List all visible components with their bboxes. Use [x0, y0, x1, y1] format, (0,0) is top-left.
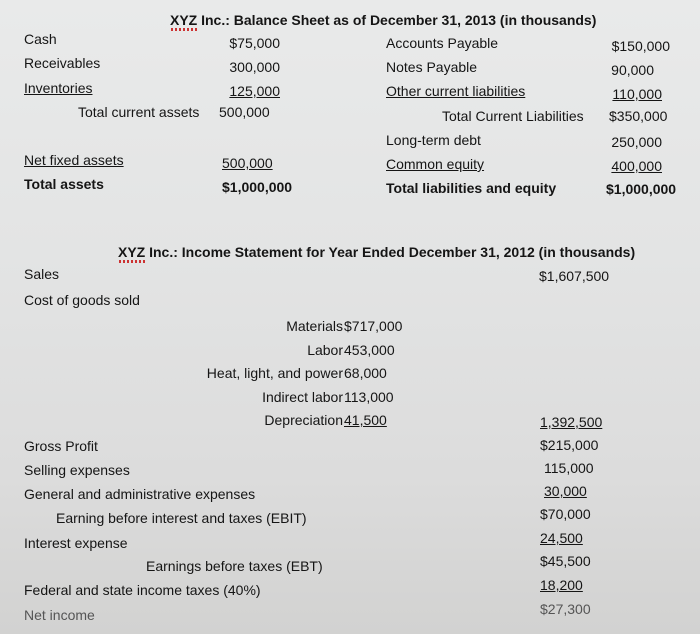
cash-label: Cash: [24, 31, 57, 47]
balance-sheet-title: XYZ Inc.: Balance Sheet as of December 31, 2013 (in thousands): [170, 12, 597, 28]
income-taxes-value: 18,200: [540, 577, 583, 593]
ebit-label: Earning before interest and taxes (EBIT): [56, 510, 307, 526]
spellcheck-underline: [171, 28, 197, 31]
ga-expenses-value: 30,000: [544, 483, 587, 499]
total-current-assets-value: 500,000: [219, 104, 270, 120]
receivables-value: 300,000: [229, 59, 280, 75]
cogs-heat-light-power-value: 68,000: [344, 365, 387, 381]
inventories-label: Inventories: [24, 80, 93, 96]
receivables-label: Receivables: [24, 55, 101, 71]
net-fixed-assets-value: 500,000: [222, 155, 273, 171]
accounts-payable-value: $150,000: [611, 38, 670, 54]
cogs-depreciation-label: Depreciation: [264, 412, 343, 428]
cogs-materials-value: $717,000: [344, 318, 403, 334]
total-current-liabilities-value: $350,000: [609, 108, 668, 124]
selling-expenses-value: 115,000: [544, 460, 594, 476]
net-income-label: Net income: [24, 607, 95, 623]
gross-profit-label: Gross Profit: [24, 438, 98, 454]
total-assets-value: $1,000,000: [222, 179, 293, 195]
other-current-liabilities-label: Other current liabilities: [386, 83, 526, 99]
ebit-value: $70,000: [540, 506, 591, 522]
accounts-payable-label: Accounts Payable: [386, 35, 499, 51]
inventories-value: 125,000: [229, 83, 280, 99]
long-term-debt-label: Long-term debt: [386, 132, 481, 148]
cash-value: $75,000: [229, 35, 280, 51]
ebt-value: $45,500: [540, 553, 591, 569]
cogs-labor-value: 453,000: [344, 342, 395, 358]
net-income-value: $27,300: [540, 601, 591, 617]
cogs-total-value: 1,392,500: [540, 414, 603, 430]
total-liabilities-equity-label: Total liabilities and equity: [386, 180, 557, 196]
cogs-heat-light-power-label: Heat, light, and power: [206, 365, 343, 381]
income-taxes-label: Federal and state income taxes (40%): [24, 582, 261, 598]
total-current-liabilities-label: Total Current Liabilities: [442, 108, 584, 124]
cogs-depreciation-value: 41,500: [344, 412, 387, 428]
sales-value: $1,607,500: [539, 268, 610, 284]
ga-expenses-label: General and administrative expenses: [24, 486, 256, 502]
cogs-indirect-labor-value: 113,000: [344, 389, 394, 405]
long-term-debt-value: 250,000: [611, 134, 662, 150]
sales-label: Sales: [24, 266, 60, 282]
selling-expenses-label: Selling expenses: [24, 462, 130, 478]
notes-payable-label: Notes Payable: [386, 59, 478, 75]
cogs-labor-label: Labor: [307, 342, 343, 358]
common-equity-value: 400,000: [611, 158, 662, 174]
common-equity-label: Common equity: [386, 156, 485, 172]
interest-expense-label: Interest expense: [24, 535, 128, 551]
net-fixed-assets-label: Net fixed assets: [24, 152, 124, 168]
notes-payable-value: 90,000: [611, 62, 654, 78]
income-statement-title: XYZ Inc.: Income Statement for Year Ended December 31, 2012 (in thousands): [118, 244, 636, 260]
cogs-label: Cost of goods sold: [24, 292, 140, 308]
cogs-materials-label: Materials: [286, 318, 343, 334]
other-current-liabilities-value: 110,000: [612, 86, 662, 102]
gross-profit-value: $215,000: [540, 437, 599, 453]
total-current-assets-label: Total current assets: [78, 104, 200, 120]
total-assets-label: Total assets: [24, 176, 104, 192]
interest-expense-value: 24,500: [540, 530, 583, 546]
ebt-label: Earnings before taxes (EBT): [146, 558, 323, 574]
total-liabilities-equity-value: $1,000,000: [606, 181, 677, 197]
spellcheck-underline: [119, 260, 145, 263]
cogs-indirect-labor-label: Indirect labor: [262, 389, 343, 405]
